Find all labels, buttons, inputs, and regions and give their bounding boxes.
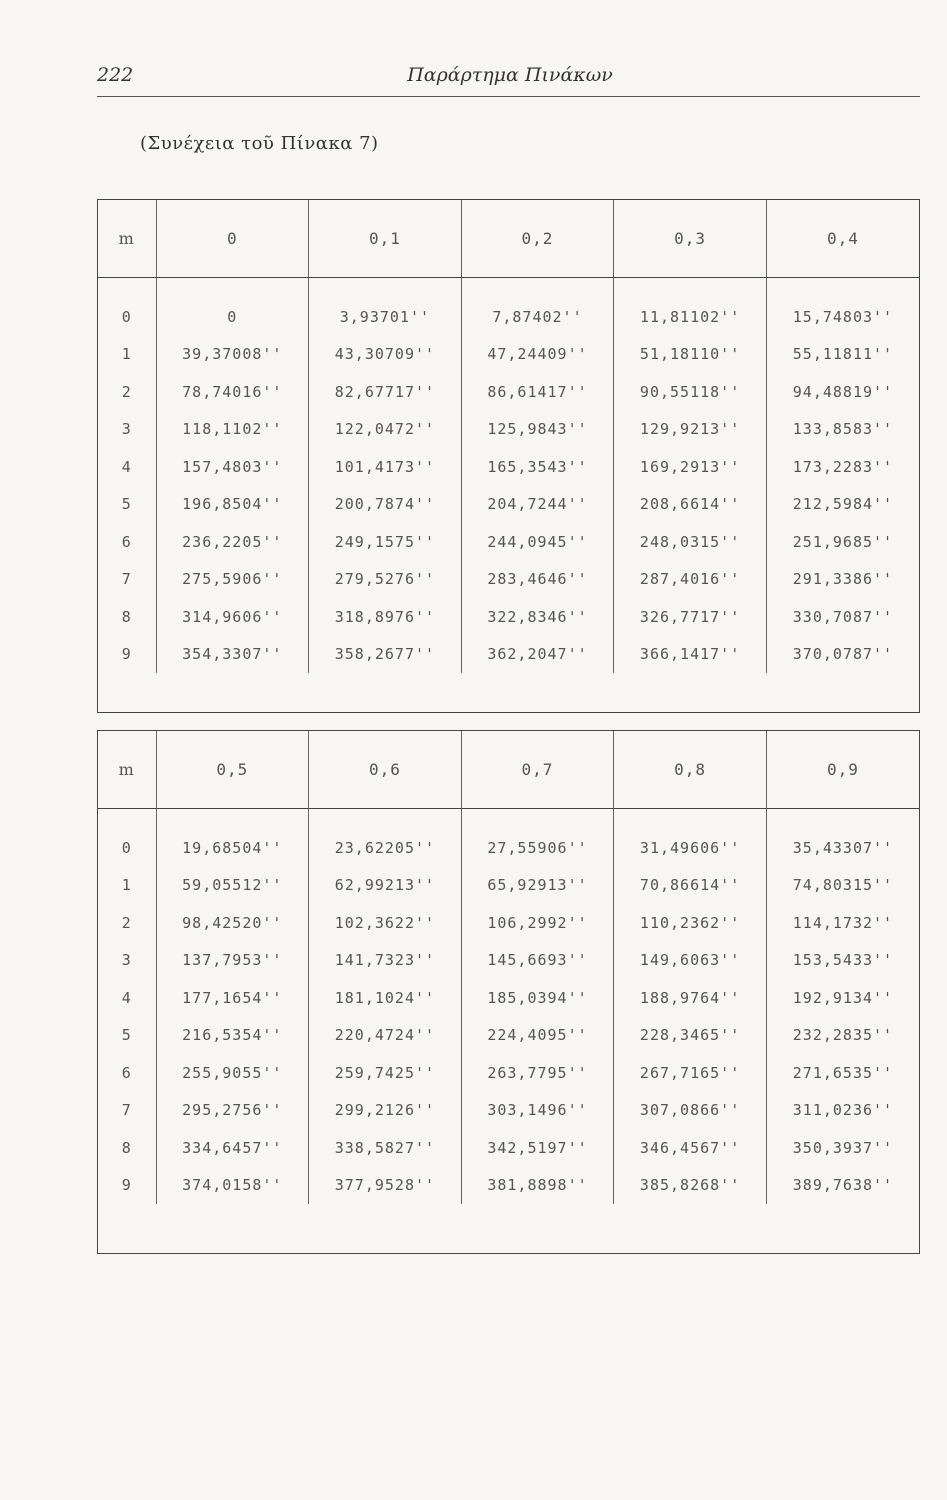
table-row	[98, 486, 919, 524]
value-cell: 362,2047''	[461, 636, 614, 674]
row-index-cell: 3	[121, 420, 132, 439]
value-cell: 47,24409''	[461, 336, 614, 374]
value-cell: 370,0787''	[766, 636, 919, 674]
value-cell: 157,4803''	[156, 448, 309, 486]
value-cell: 101,4173''	[309, 448, 462, 486]
value-cell: 90,55118''	[614, 373, 767, 411]
value-cell: 192,9134''	[766, 979, 919, 1017]
value-cell: 236,2205''	[156, 523, 309, 561]
row-index-cell: 7	[121, 570, 132, 589]
value-cell: 7,87402''	[461, 278, 614, 336]
value-cell: 141,7323''	[309, 942, 462, 980]
column-header-m: m	[98, 200, 156, 278]
value-cell: 291,3386''	[766, 561, 919, 599]
conversion-table-bottom	[97, 730, 920, 1254]
table-row	[98, 561, 919, 599]
column-header: 0	[156, 200, 309, 278]
value-cell: 334,6457''	[156, 1129, 309, 1167]
header-rule	[97, 96, 920, 97]
value-cell: 228,3465''	[614, 1017, 767, 1055]
value-cell: 59,05512''	[156, 867, 309, 905]
table-row	[98, 278, 919, 336]
table-row	[98, 1017, 919, 1055]
value-cell: 129,9213''	[614, 411, 767, 449]
table-row	[98, 448, 919, 486]
column-header-m: m	[98, 731, 156, 809]
value-cell: 173,2283''	[766, 448, 919, 486]
value-cell: 251,9685''	[766, 523, 919, 561]
value-cell: 374,0158''	[156, 1167, 309, 1205]
value-cell: 106,2992''	[461, 904, 614, 942]
value-cell: 153,5433''	[766, 942, 919, 980]
value-cell: 94,48819''	[766, 373, 919, 411]
value-cell: 23,62205''	[309, 809, 462, 867]
value-cell: 275,5906''	[156, 561, 309, 599]
value-cell: 381,8898''	[461, 1167, 614, 1205]
value-cell: 244,0945''	[461, 523, 614, 561]
value-cell: 177,1654''	[156, 979, 309, 1017]
table-row	[98, 904, 919, 942]
value-cell: 110,2362''	[614, 904, 767, 942]
value-cell: 82,67717''	[309, 373, 462, 411]
value-cell: 15,74803''	[766, 278, 919, 336]
value-cell: 295,2756''	[156, 1092, 309, 1130]
value-cell: 74,80315''	[766, 867, 919, 905]
row-index-cell: 8	[121, 1138, 132, 1157]
table-header-row	[98, 200, 919, 278]
value-cell: 279,5276''	[309, 561, 462, 599]
column-header: 0,6	[309, 731, 462, 809]
value-cell: 86,61417''	[461, 373, 614, 411]
column-header: 0,9	[766, 731, 919, 809]
row-index-cell: 7	[121, 1101, 132, 1120]
value-cell: 51,18110''	[614, 336, 767, 374]
table-row	[98, 1129, 919, 1167]
column-header: 0,3	[614, 200, 767, 278]
value-cell: 216,5354''	[156, 1017, 309, 1055]
value-cell: 149,6063''	[614, 942, 767, 980]
value-cell: 303,1496''	[461, 1092, 614, 1130]
row-index-cell: 2	[121, 913, 132, 932]
row-index-cell: 5	[121, 495, 132, 514]
row-index-cell: 0	[121, 838, 132, 857]
value-cell: 255,9055''	[156, 1054, 309, 1092]
value-cell: 125,9843''	[461, 411, 614, 449]
column-header: 0,7	[461, 731, 614, 809]
value-cell: 263,7795''	[461, 1054, 614, 1092]
value-cell: 259,7425''	[309, 1054, 462, 1092]
table-row	[98, 979, 919, 1017]
value-cell: 350,3937''	[766, 1129, 919, 1167]
table-top	[98, 200, 919, 673]
value-cell: 377,9528''	[309, 1167, 462, 1205]
value-cell: 122,0472''	[309, 411, 462, 449]
value-cell: 137,7953''	[156, 942, 309, 980]
row-index-cell: 1	[121, 876, 132, 895]
table-row	[98, 809, 919, 867]
value-cell: 249,1575''	[309, 523, 462, 561]
value-cell: 346,4567''	[614, 1129, 767, 1167]
table-row	[98, 1092, 919, 1130]
value-cell: 133,8583''	[766, 411, 919, 449]
value-cell: 311,0236''	[766, 1092, 919, 1130]
value-cell: 98,42520''	[156, 904, 309, 942]
value-cell: 299,2126''	[309, 1092, 462, 1130]
value-cell: 283,4646''	[461, 561, 614, 599]
value-cell: 220,4724''	[309, 1017, 462, 1055]
table-row	[98, 1167, 919, 1205]
value-cell: 185,0394''	[461, 979, 614, 1017]
row-index-cell: 6	[121, 532, 132, 551]
table-row	[98, 636, 919, 674]
row-index-cell: 4	[121, 457, 132, 476]
table-row	[98, 942, 919, 980]
table-row	[98, 336, 919, 374]
value-cell: 39,37008''	[156, 336, 309, 374]
value-cell: 118,1102''	[156, 411, 309, 449]
value-cell: 330,7087''	[766, 598, 919, 636]
value-cell: 114,1732''	[766, 904, 919, 942]
table-bottom	[98, 731, 919, 1204]
value-cell: 248,0315''	[614, 523, 767, 561]
row-index-cell: 0	[121, 307, 132, 326]
value-cell: 354,3307''	[156, 636, 309, 674]
table-header-row	[98, 731, 919, 809]
value-cell: 366,1417''	[614, 636, 767, 674]
value-cell: 102,3622''	[309, 904, 462, 942]
row-index-cell: 6	[121, 1063, 132, 1082]
value-cell: 188,9764''	[614, 979, 767, 1017]
conversion-table-top	[97, 199, 920, 713]
value-cell: 318,8976''	[309, 598, 462, 636]
value-cell: 27,55906''	[461, 809, 614, 867]
value-cell: 55,11811''	[766, 336, 919, 374]
table-row	[98, 411, 919, 449]
value-cell: 19,68504''	[156, 809, 309, 867]
value-cell: 232,2835''	[766, 1017, 919, 1055]
value-cell: 165,3543''	[461, 448, 614, 486]
table-row	[98, 523, 919, 561]
value-cell: 287,4016''	[614, 561, 767, 599]
value-cell: 35,43307''	[766, 809, 919, 867]
value-cell: 212,5984''	[766, 486, 919, 524]
row-index-cell: 3	[121, 951, 132, 970]
row-index-cell: 1	[121, 345, 132, 364]
value-cell: 169,2913''	[614, 448, 767, 486]
value-cell: 271,6535''	[766, 1054, 919, 1092]
value-cell: 326,7717''	[614, 598, 767, 636]
page-number: 222	[97, 64, 134, 86]
value-cell: 385,8268''	[614, 1167, 767, 1205]
row-index-cell: 2	[121, 382, 132, 401]
value-cell: 342,5197''	[461, 1129, 614, 1167]
value-cell: 70,86614''	[614, 867, 767, 905]
value-cell: 145,6693''	[461, 942, 614, 980]
value-cell: 0	[156, 278, 309, 336]
value-cell: 389,7638''	[766, 1167, 919, 1205]
table-row	[98, 867, 919, 905]
value-cell: 358,2677''	[309, 636, 462, 674]
running-title: Παράρτημα Πινάκων	[407, 64, 613, 86]
table-row	[98, 1054, 919, 1092]
value-cell: 224,4095''	[461, 1017, 614, 1055]
row-index-cell: 9	[121, 1176, 132, 1195]
table-row	[98, 598, 919, 636]
value-cell: 267,7165''	[614, 1054, 767, 1092]
row-index-cell: 4	[121, 988, 132, 1007]
value-cell: 11,81102''	[614, 278, 767, 336]
column-header: 0,1	[309, 200, 462, 278]
value-cell: 314,9606''	[156, 598, 309, 636]
column-header: 0,2	[461, 200, 614, 278]
value-cell: 65,92913''	[461, 867, 614, 905]
column-header: 0,4	[766, 200, 919, 278]
table-row	[98, 373, 919, 411]
row-index-cell: 5	[121, 1026, 132, 1045]
value-cell: 31,49606''	[614, 809, 767, 867]
column-header: 0,8	[614, 731, 767, 809]
continuation-note: (Συνέχεια τοῦ Πίνακα 7)	[140, 133, 379, 154]
column-header: 0,5	[156, 731, 309, 809]
value-cell: 338,5827''	[309, 1129, 462, 1167]
value-cell: 43,30709''	[309, 336, 462, 374]
value-cell: 3,93701''	[309, 278, 462, 336]
value-cell: 204,7244''	[461, 486, 614, 524]
value-cell: 307,0866''	[614, 1092, 767, 1130]
value-cell: 322,8346''	[461, 598, 614, 636]
value-cell: 200,7874''	[309, 486, 462, 524]
value-cell: 196,8504''	[156, 486, 309, 524]
value-cell: 78,74016''	[156, 373, 309, 411]
value-cell: 62,99213''	[309, 867, 462, 905]
row-index-cell: 8	[121, 607, 132, 626]
value-cell: 181,1024''	[309, 979, 462, 1017]
value-cell: 208,6614''	[614, 486, 767, 524]
row-index-cell: 9	[121, 645, 132, 664]
